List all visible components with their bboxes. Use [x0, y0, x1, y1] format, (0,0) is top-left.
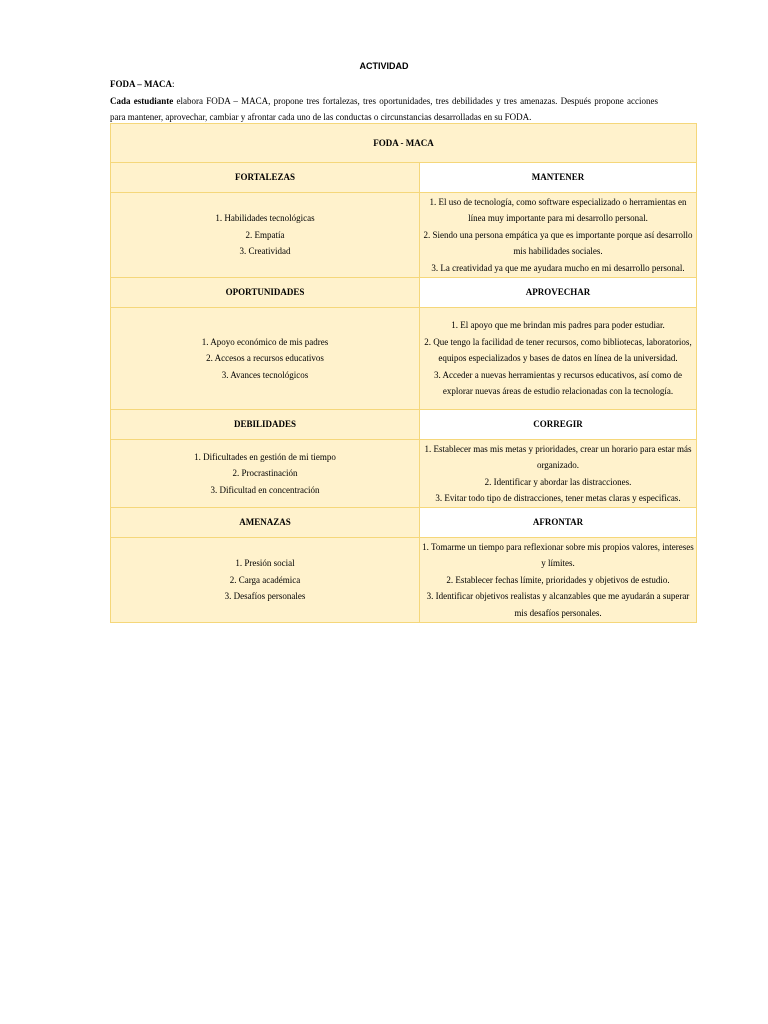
intro-body-bold: Cada estudiante: [110, 96, 174, 106]
list-item: 2. Establecer fechas límite, prioridades y objetivos de estudio.: [446, 574, 670, 585]
header-fortalezas: FORTALEZAS: [111, 163, 420, 193]
header-aprovechar: APROVECHAR: [420, 278, 697, 308]
amenazas-list: [111, 538, 420, 623]
list-item: 3. Creatividad: [239, 246, 291, 257]
list-item: 2. Carga académica: [229, 574, 301, 585]
list-item: 1. Dificultades en gestión de mi tiempo: [194, 451, 336, 462]
intro-body-text: elabora FODA – MACA, propone tres fortalezas, tres oportunidades, tres debilidades y tres amenazas. Después propone acciones para mantener, aprovechar, cambiar y afrontar cada uno de las conductas o circunstancias desarrolladas en su FODA.: [110, 96, 658, 122]
list-item: 3. La creatividad ya que me ayudara mucho en mi desarrollo personal.: [431, 262, 685, 273]
header-corregir: CORREGIR: [420, 410, 697, 440]
list-item: 3. Evitar todo tipo de distracciones, tener metas claras y especificas.: [435, 493, 681, 503]
list-item: 3. Identificar objetivos realistas y alcanzables que me ayudarán a superar mis desafíos personales.: [426, 591, 690, 618]
intro-title-colon: :: [172, 79, 175, 89]
debilidades-list: [111, 440, 420, 508]
fortalezas-list: [111, 193, 420, 278]
list-item: 2. Que tengo la facilidad de tener recursos, como bibliotecas, laboratorios, equipos especializados y bases de datos en línea de la universidad.: [424, 336, 692, 364]
list-item: 2. Accesos a recursos educativos: [206, 353, 324, 364]
list-item: 1. Apoyo económico de mis padres: [201, 336, 329, 347]
header-amenazas: AMENAZAS: [111, 508, 420, 538]
list-item: 1. Presión social: [235, 558, 295, 569]
list-item: 1. El uso de tecnología, como software especializado o herramientas en línea muy importante para mi desarrollo personal.: [429, 196, 687, 224]
intro-body: [110, 93, 658, 125]
page-heading: ACTIVIDAD: [359, 61, 409, 71]
list-item: 2. Identificar y abordar las distracciones.: [484, 476, 632, 487]
list-item: 3. Dificultad en concentración: [210, 484, 320, 495]
intro-title: [110, 76, 658, 92]
table-title: FODA - MACA: [111, 124, 697, 163]
corregir-list: [420, 440, 697, 508]
list-item: 3. Avances tecnológicos: [221, 369, 309, 380]
list-item: 2. Siendo una persona empática ya que es importante porque así desarrollo mis habilidades sociales.: [423, 229, 693, 257]
header-oportunidades: OPORTUNIDADES: [111, 278, 420, 308]
list-item: 1. El apoyo que me brindan mis padres para poder estudiar.: [451, 320, 665, 331]
list-item: 3. Acceder a nuevas herramientas y recursos educativos, así como de explorar nuevas áreas de estudio relacionadas con la tecnología.: [434, 369, 682, 397]
afrontar-list: [420, 538, 697, 623]
header-mantener: MANTENER: [420, 163, 697, 193]
oportunidades-list: [111, 308, 420, 410]
list-item: 1. Tomarme un tiempo para reflexionar sobre mis propios valores, intereses y límites.: [422, 541, 694, 569]
header-afrontar: AFRONTAR: [420, 508, 697, 538]
list-item: 1. Establecer mas mis metas y prioridades, crear un horario para estar más organizado.: [424, 443, 692, 470]
header-debilidades: DEBILIDADES: [111, 410, 420, 440]
mantener-list: [420, 193, 697, 278]
list-item: 1. Habilidades tecnológicas: [215, 213, 315, 224]
intro-title-text: FODA – MACA: [110, 79, 172, 89]
foda-table: [110, 123, 697, 623]
aprovechar-list: [420, 308, 697, 410]
list-item: 3. Desafíos personales: [224, 591, 306, 602]
list-item: 2. Procrastinación: [232, 468, 298, 479]
list-item: 2. Empatía: [245, 229, 285, 240]
